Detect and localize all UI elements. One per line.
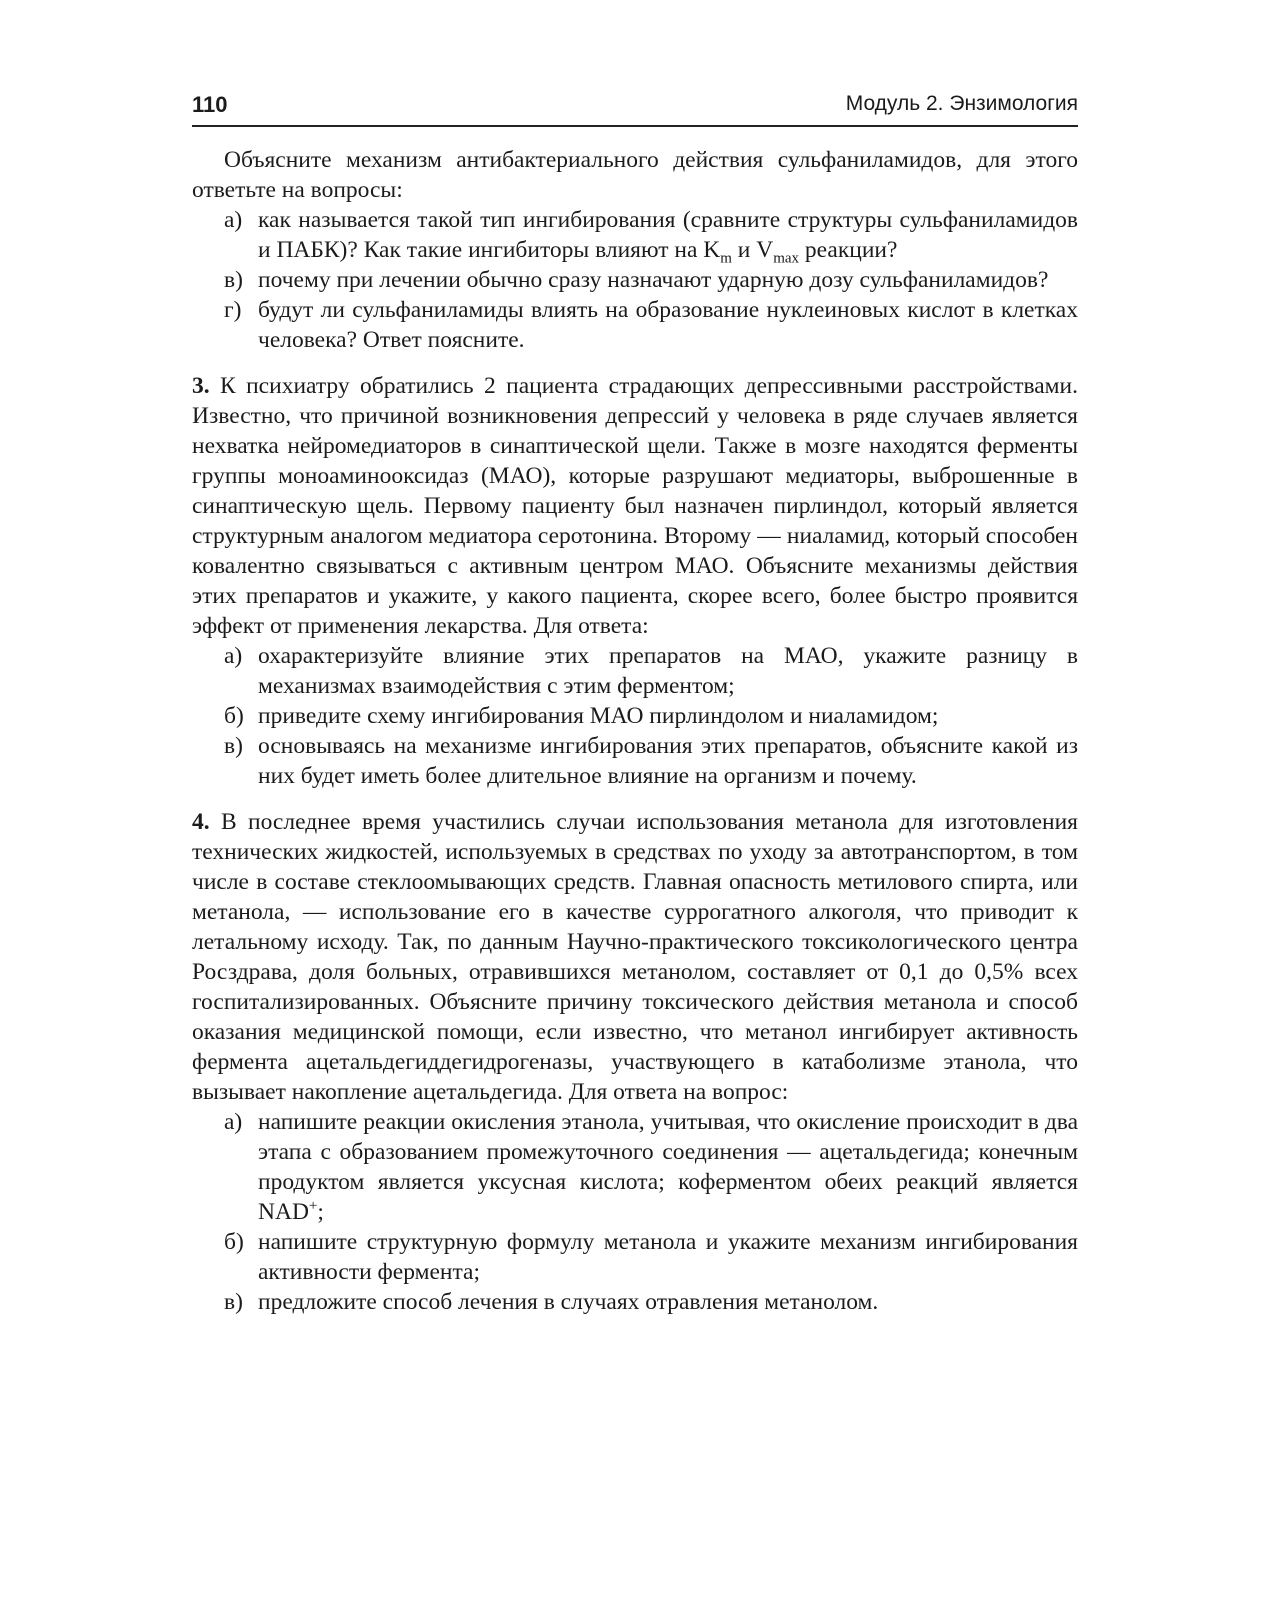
item-text: как называется такой тип ингибирования (сравните структуры сульфаниламидов и ПАБК)? Как такие ингибиторы влияют на K: [258, 207, 1078, 263]
item-marker: а): [224, 643, 243, 669]
question-3: [192, 371, 1078, 791]
q2-items: [192, 205, 1078, 355]
q2-item-v: [192, 265, 1078, 295]
q3-item-v: [192, 731, 1078, 791]
item-text: почему при лечении обычно сразу назначают ударную дозу сульфаниламидов?: [258, 267, 1049, 293]
q3-items: [192, 641, 1078, 791]
q3-item-b: [192, 701, 1078, 731]
question-4: [192, 807, 1078, 1317]
item-marker: а): [224, 207, 243, 233]
item-text: предложите способ лечения в случаях отравления метанолом.: [258, 1289, 879, 1315]
q4-item-b: [192, 1227, 1078, 1287]
item-marker: а): [224, 1109, 243, 1135]
q3-text: [192, 371, 1078, 641]
q2-intro: Объясните механизм антибактериального действия сульфаниламидов, для этого ответьте на вопросы:: [192, 147, 1078, 203]
question-2-continued: [192, 145, 1078, 355]
page-header: [192, 86, 1078, 126]
subscript-m: m: [720, 250, 732, 267]
page-number: 110: [192, 92, 228, 117]
item-text: охарактеризуйте влияние этих препаратов на МАО, укажите разницу в механизмах взаимодействия с этим ферментом;: [258, 643, 1078, 699]
item-text: основываясь на механизме ингибирования этих препаратов, объясните какой из них будет иметь более длительное влияние на организм и почему.: [258, 733, 1078, 789]
item-marker: в): [224, 733, 243, 759]
item-text: напишите структурную формулу метанола и укажите механизм ингибирования активности фермента;: [258, 1229, 1078, 1285]
item-marker: б): [224, 703, 244, 729]
q2-item-g: [192, 295, 1078, 355]
item-marker: г): [224, 297, 242, 323]
page-body: [192, 145, 1078, 1317]
item-text: напишите реакции окисления этанола, учитывая, что окисление происходит в два этапа с образованием промежуточного соединения — ацетальдегида; конечным продуктом является уксусная кислота; коферментом обеих реакций является NAD: [258, 1109, 1078, 1225]
header-rule: [192, 125, 1078, 127]
q4-text: [192, 807, 1078, 1107]
item-marker: в): [224, 267, 243, 293]
item-text: будут ли сульфаниламиды влиять на образование нуклеиновых кислот в клетках человека? Ответ поясните.: [258, 297, 1078, 353]
item-marker: в): [224, 1289, 243, 1315]
question-number: 3.: [192, 373, 210, 399]
question-number: 4.: [192, 809, 210, 835]
q3-item-a: [192, 641, 1078, 701]
q4-item-v: [192, 1287, 1078, 1317]
q4-item-a: [192, 1107, 1078, 1227]
item-text: реакции?: [799, 237, 898, 263]
item-text: и V: [731, 237, 774, 263]
question-body: К психиатру обратились 2 пациента страдающих депрессивными расстройствами. Известно, что причиной возникновения депрессий у человека в ряде случаев является нехватка нейромедиаторов в синаптической щели. Также в мозге находятся ферменты группы моноаминооксидаз (МАО), которые разрушают медиаторы, выброшенные в синаптическую щель. Первому пациенту был назначен пирлиндол, который является структурным аналогом медиатора серотонина. Второму — ниаламид, который способен ковалентно связываться с активным центром МАО. Объясните механизмы действия этих препаратов и укажите, у какого пациента, скорее всего, более быстро проявится эффект от применения лекарства. Для ответа:: [192, 373, 1078, 639]
item-text: приведите схему ингибирования МАО пирлиндолом и ниаламидом;: [258, 703, 939, 729]
question-body: В последнее время участились случаи использования метанола для изготовления технических жидкостей, используемых в средствах по уходу за автотранспортом, в том числе в составе стеклоомывающих средств. Главная опасность метилового спирта, или метанола, — использование его в качестве суррогатного алкоголя, что приводит к летальному исходу. Так, по данным Научно-практического токсикологического центра Росздрава, доля больных, отравившихся метанолом, составляет от 0,1 до 0,5% всех госпитализированных. Объясните причину токсического действия метанола и способ оказания медицинской помощи, если известно, что метанол ингибирует активность фермента ацетальдегиддегидрогеназы, участвующего в катаболизме этанола, что вызывает накопление ацетальдегида. Для ответа на вопрос:: [192, 809, 1078, 1105]
q4-items: [192, 1107, 1078, 1317]
item-text: ;: [317, 1199, 324, 1225]
subscript-max: max: [773, 250, 800, 267]
running-head: Модуль 2. Энзимология: [845, 92, 1078, 115]
item-marker: б): [224, 1229, 244, 1255]
q2-item-a: [192, 205, 1078, 265]
superscript-plus: +: [308, 1198, 318, 1215]
